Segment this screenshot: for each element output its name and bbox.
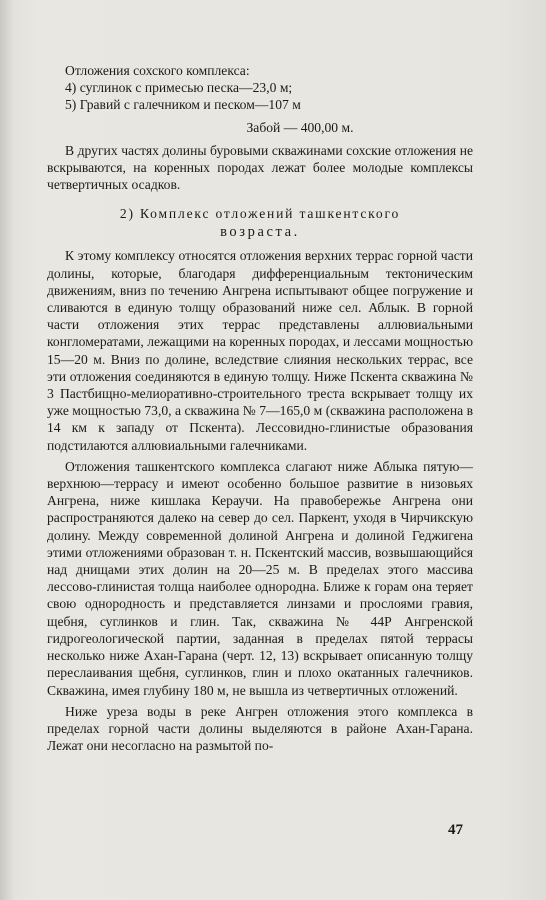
paragraph: В других частях долины буровыми скважинами сохские отложения не вскрываются, на коренных породах лежат более молодые комплексы четвертичных осадков. [47,142,473,193]
paragraph: Ниже уреза воды в реке Ангрен отложения этого комплекса в пределах горной части долины выделяются в районе Ахан-Гарана. Лежат они несогласно на размытой по- [47,703,473,754]
zaboy-line: Забой — 400,00 м. [246,119,354,135]
list-item: 4) суглинок с примесью песка—23,0 м; [65,80,293,96]
list-item: 5) Гравий с галечником и песком—107 м [65,97,301,113]
paragraph: Отложения ташкентского комплекса слагают ниже Аблыка пятую—верхнюю—террасу и имеют особенно большое развитие в низовьях Ангрена, ниже кишлака Кераучи. На правобережье Ангрена они распространяются далеко на север до сел. Паркент, уходя в Чирчикскую долину. Между современной долиной Ангрена и долиной Геджигена этими отложениями образован т. н. Пскентский массив, возвышающийся над днищами этих долин на 20—25 м. В пределах этого массива лессово-глинистая толща наиболее однородна. Ближе к горам она теряет свою однородность и представляется линзами и прослоями гравия, щебня, суглинков и глин. Так, скважина № 44Р Ангренской гидрогеологической партии, заданная в пределах пятой террасы несколько ниже Ахан-Гарана (черт. 12, 13) вскрывает описанную толщу переслаивания щебня, суглинков, глин и плохо окатанных галечников. Скважина, имея глубину 180 м, не вышла из четвертичных отложений. [47,458,473,698]
section-heading [47,205,473,241]
paragraph: К этому комплексу относятся отложения верхних террас горной части долины, которые, благодаря дифференциальным тектоническим движениям, вниз по течению Ангрена испытывают общее погружение и сливаются в единую толщу образований ниже сел. Аблык. В горной части отложения этих террас представлены аллювиальными конгломератами, лежащими на коренных породах, и лессами мощностью 15—20 м. Вниз по долине, вследствие слияния нескольких террас, все эти отложения соединяются в единую толщу. Ниже Пскента скважина № 3 Пастбищно-мелиоративно-строительного треста вскрывает толщу их уже мощностью 73,0, а скважина № 7—165,0 м (скважина расположена в 14 км к западу от Пскента). Лессовидно-глинистые образования подстилаются аллювиальными галечниками. [47,248,473,453]
page-number: 47 [448,822,463,838]
page-text [47,62,473,758]
section-heading-line: 2) Комплекс отложений ташкентского [119,206,401,222]
list-intro: Отложения сохского комплекса: [65,63,250,78]
section-heading-line: возраста. [220,224,300,241]
